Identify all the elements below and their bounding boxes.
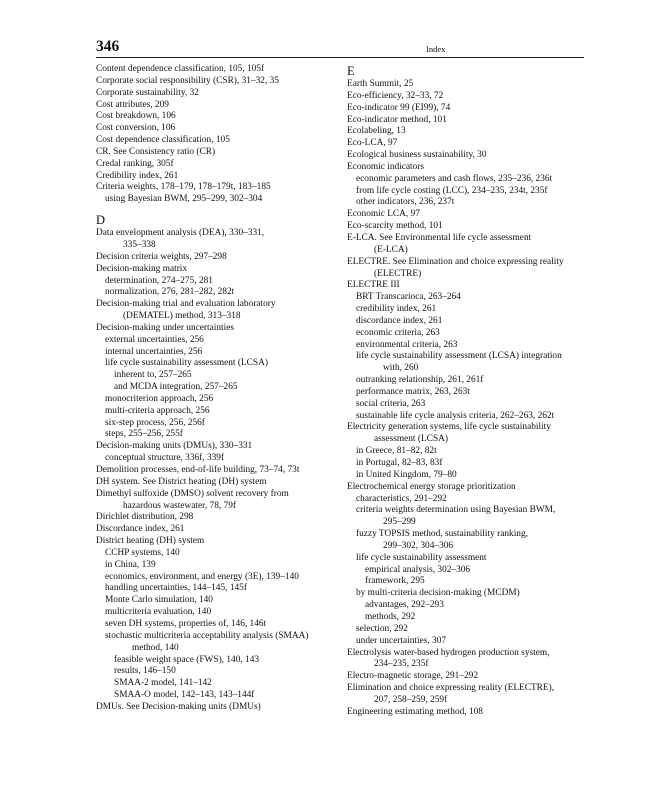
index-entry: Credibility index, 261: [96, 170, 179, 181]
index-subentry: 295–299: [383, 517, 416, 528]
index-entry: Earth Summit, 25: [347, 79, 414, 89]
index-subentry: fuzzy TOPSIS method, sustainability ranking,: [356, 529, 528, 540]
index-subentry: internal uncertainties, 256: [105, 346, 203, 357]
index-entry: Discordance index, 261: [96, 524, 185, 535]
index-subentry: 207, 258–259, 259f: [374, 694, 448, 705]
index-entry: Cost breakdown, 106: [96, 111, 176, 122]
index-entry: Eco-efficiency, 32–33, 72: [347, 90, 444, 101]
index-entry: Electrochemical energy storage prioritization: [347, 481, 516, 492]
index-subentry: and MCDA integration, 257–265: [114, 382, 238, 393]
index-entry: Eco-indicator 99 (EI99), 74: [347, 102, 451, 113]
index-subentry: outranking relationship, 261, 261f: [356, 375, 484, 386]
index-entry: CR. See Consistency ratio (CR): [96, 146, 216, 157]
index-entry: Corporate sustainability, 32: [96, 87, 199, 98]
index-subentry: in China, 139: [105, 559, 156, 570]
index-subentry: in Portugal, 82–83, 83f: [356, 458, 443, 468]
index-subentry: BRT Transcarioca, 263–264: [356, 292, 461, 303]
index-subentry: (ELECTRE): [374, 268, 422, 279]
index-column-left: [96, 64, 346, 714]
index-subentry: performance matrix, 263, 263t: [356, 386, 470, 397]
index-entry: Dirichlet distribution, 298: [96, 512, 194, 523]
index-entry: Corporate social responsibility (CSR), 31–32, 35: [96, 75, 279, 86]
index-subentry: 335–338: [123, 239, 156, 250]
index-entry: Dimethyl sulfoxide (DMSO) solvent recovery from: [96, 488, 289, 499]
index-entry: Ecological business sustainability, 30: [347, 150, 487, 161]
running-head: Index: [426, 44, 446, 54]
index-entry: Data envelopment analysis (DEA), 330–331,: [96, 228, 265, 239]
index-subentry: stochastic multicriteria acceptability analysis (SMAA): [105, 630, 309, 641]
index-entry: Eco-scarcity method, 101: [347, 221, 443, 232]
index-subentry: six-step process, 256, 256f: [105, 417, 205, 428]
index-subentry: sustainable life cycle analysis criteria, 262–263, 262t: [356, 410, 555, 421]
index-subentry: methods, 292: [365, 611, 416, 622]
index-entry: Eco-LCA, 97: [347, 138, 398, 149]
index-entry: DMUs. See Decision-making units (DMUs): [96, 701, 261, 712]
index-subentry: 299–302, 304–306: [383, 540, 454, 551]
index-subentry: 234–235, 235f: [374, 659, 429, 670]
index-entry: Ecolabeling, 13: [347, 126, 406, 137]
index-entry: Demolition processes, end-of-life building, 73–74, 73t: [96, 465, 300, 475]
index-entry: Cost conversion, 106: [96, 123, 176, 134]
index-subentry: feasible weight space (FWS), 140, 143: [114, 654, 260, 665]
index-subentry: social criteria, 263: [356, 398, 426, 409]
index-entry: Cost dependence classification, 105: [96, 135, 230, 146]
index-subentry: selection, 292: [356, 623, 408, 634]
index-subentry: Monte Carlo simulation, 140: [105, 595, 213, 606]
index-entry: Criteria weights, 178–179, 178–179t, 183–185: [96, 182, 271, 193]
index-subentry: (E-LCA): [374, 244, 408, 255]
index-subentry: framework, 295: [365, 576, 425, 587]
index-entry: Economic LCA, 97: [347, 209, 420, 220]
index-entry: DH system. See District heating (DH) system: [96, 476, 267, 487]
index-subentry: using Bayesian BWM, 295–299, 302–304: [105, 194, 263, 205]
index-subentry: life cycle sustainability assessment (LCSA) integration: [356, 351, 562, 362]
index-subentry: from life cycle costing (LCC), 234–235, 234t, 235f: [356, 185, 548, 196]
index-entry: Decision-making matrix: [96, 263, 188, 274]
index-subentry: other indicators, 236, 237t: [356, 197, 455, 208]
index-entry: Decision-making under uncertainties: [96, 322, 235, 333]
index-subentry: by multi-criteria decision-making (MCDM): [356, 588, 520, 599]
index-subentry: hazardous wastewater, 78, 79f: [123, 500, 237, 511]
index-entry: E-LCA. See Environmental life cycle assessment: [347, 232, 532, 243]
section-letter: E: [347, 64, 355, 78]
index-subentry: in Greece, 81–82, 82t: [356, 446, 437, 457]
index-subentry: normalization, 276, 281–282, 282t: [105, 287, 235, 298]
index-entry: ELECTRE. See Elimination and choice expressing reality: [347, 256, 564, 267]
index-subentry: monocriterion approach, 256: [105, 393, 214, 404]
index-subentry: assessment (LCSA): [374, 434, 448, 445]
index-subentry: discordance index, 261: [356, 315, 443, 326]
header-rule: [96, 57, 584, 58]
index-subentry: handling uncertainties, 144–145, 145f: [105, 583, 247, 594]
index-column-right: [347, 64, 592, 719]
index-subentry: results, 146–150: [114, 666, 176, 677]
index-subentry: method, 140: [132, 642, 179, 653]
index-entry: Credal ranking, 305f: [96, 158, 174, 169]
index-entry: Decision-making units (DMUs), 330–331: [96, 441, 253, 452]
index-subentry: economic criteria, 263: [356, 327, 440, 338]
index-subentry: life cycle sustainability assessment (LCSA): [105, 358, 268, 369]
index-subentry: credibility index, 261: [356, 304, 437, 315]
index-subentry: with, 260: [383, 363, 419, 374]
index-subentry: characteristics, 291–292: [356, 493, 447, 504]
index-subentry: external uncertainties, 256: [105, 334, 204, 345]
page-header: [96, 36, 584, 56]
index-subentry: multicriteria evaluation, 140: [105, 607, 212, 618]
index-subentry: environmental criteria, 263: [356, 339, 458, 350]
index-subentry: steps, 255–256, 255f: [105, 429, 183, 440]
index-subentry: multi-criteria approach, 256: [105, 405, 210, 416]
index-subentry: economic parameters and cash flows, 235–236, 236t: [356, 173, 553, 184]
index-subentry: SMAA-2 model, 141–142: [114, 678, 212, 689]
index-entry: Electricity generation systems, life cycle sustainability: [347, 422, 551, 433]
index-subentry: empirical analysis, 302–306: [365, 564, 471, 575]
index-subentry: seven DH systems, properties of, 146, 146t: [105, 618, 267, 629]
index-entry: Electrolysis water-based hydrogen production system,: [347, 647, 550, 658]
index-subentry: (DEMATEL) method, 313–318: [123, 311, 241, 322]
index-entry: Elimination and choice expressing reality (ELECTRE),: [347, 683, 555, 694]
index-entry: Electro-magnetic storage, 291–292: [347, 671, 479, 682]
index-entry: Decision criteria weights, 297–298: [96, 251, 227, 262]
index-subentry: life cycle sustainability assessment: [356, 552, 487, 563]
section-letter: D: [96, 213, 106, 228]
index-entry: Economic indicators: [347, 161, 425, 172]
index-entry: Eco-indicator method, 101: [347, 114, 447, 125]
index-subentry: economics, environment, and energy (3E), 139–140: [105, 571, 299, 582]
index-subentry: in United Kingdom, 79–80: [356, 469, 457, 480]
index-subentry: criteria weights determination using Bayesian BWM,: [356, 505, 556, 516]
index-subentry: CCHP systems, 140: [105, 547, 180, 558]
index-entry: Cost attributes, 209: [96, 99, 169, 110]
index-subentry: determination, 274–275, 281: [105, 275, 213, 286]
index-subentry: advantages, 292–293: [365, 600, 444, 611]
index-subentry: conceptual structure, 336f, 339f: [105, 453, 225, 464]
index-subentry: SMAA-O model, 142–143, 143–144f: [114, 690, 255, 701]
index-subentry: under uncertainties, 307: [356, 635, 447, 646]
index-entry: District heating (DH) system: [96, 536, 205, 547]
index-entry: Decision-making trial and evaluation laboratory: [96, 299, 276, 310]
page-number: 346: [96, 38, 120, 55]
index-entry: Engineering estimating method, 108: [347, 706, 483, 717]
index-subentry: inherent to, 257–265: [114, 370, 192, 381]
index-entry: ELECTRE III: [347, 280, 400, 291]
index-entry: Content dependence classification, 105, 105f: [96, 64, 265, 74]
